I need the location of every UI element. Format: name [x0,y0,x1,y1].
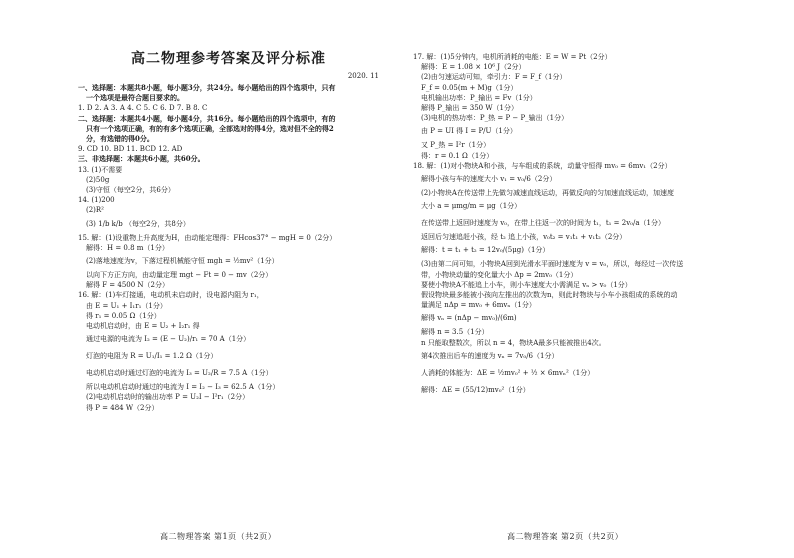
text-line: 13. (1)不需要 [78,165,123,174]
text-line: 要使小物块A不能追上小车，则小车速度大小需满足 vₙ > v₀（1分） [421,280,632,289]
text-line: 人消耗的体能为：ΔE = ½mv₀² + ½ × 6mvₙ²（1分） [421,368,595,377]
page-2-content [413,52,770,399]
text-line: 假设物块最多能被小孩向左推出的次数为n，则此时物块与小车小孩组成的系统的动 [421,291,678,300]
text-line: 17. 解：(1)5分钟内，电机所消耗的电能：E = W = Pt（2分） [413,53,612,61]
text-line: 电动机启动时通过灯泡的电流为 I₃ = U₂/R = 7.5 A（1分） [86,369,273,378]
text-line: (2)小物块A在传送带上先做匀减速直线运动，再做反向的匀加速直线运动，加速度 [421,189,674,198]
page-2-footer: 高二物理答案 第2页（共2页） [507,532,624,541]
text-line: 一、选择题：本题共8小题，每小题3分，共24分。每小题给出的四个选项中，只有 [78,83,336,92]
text-line: 解得：t = t₁ + t₂ = 12v₀/(5μg)（1分） [421,246,550,255]
text-line: 灯泡的电阻为 R = U₁/I₁ = 1.2 Ω（1分） [86,352,218,361]
text-line: 解得：E = 1.08 × 10⁶ J（2分） [421,63,526,72]
text-line: 得：r = 0.1 Ω（1分） [421,151,494,160]
text-line: 由 E = U₁ + I₁r₁（1分） [86,301,167,310]
text-line: 14. (1)200 [78,196,115,205]
text-line: 由 P = UI 得 I = P/U（1分） [421,127,517,136]
text-line: (2)50g [86,175,110,184]
text-line: 18. 解：(1)对小物块A和小孩，与车组成的系统，动量守恒得 mv₀ = 6mv₁（2分） [413,161,672,170]
text-line: 电动机启动时，由 E = U₂ + I₂r₁ 得 [86,322,200,331]
text-line: 二、选择题：本题共4小题，每小题4分，共16分。每小题给出的四个选项中，有的 [78,113,336,123]
text-line: 以向下方正方向，由动量定理 mgt − Ft = 0 − mv（2分） [86,271,273,280]
text-line: 一个选项是最符合题目要求的。 [86,93,184,103]
text-line: 解得 n = 3.5（1分） [421,328,489,337]
text-line: 通过电源的电流为 I₂ = (E − U₂)/r₁ = 70 A（1分） [86,335,251,344]
text-line: 解得 vₙ = (nΔp − mv₀)/(6m) [421,314,517,323]
text-line: 在传送带上返回时速度为 v₀，在带上往返一次的时间为 t₁，t₁ = 2v₀/a（1分） [421,219,665,228]
text-line: F_f = 0.05(m + M)g（1分） [421,83,518,92]
text-line: 所以电动机启动时通过的电流为 I = I₂ − I₃ = 62.5 A（1分） [86,383,280,392]
text-line: (2)由匀速运动可知，牵引力：F = F_f（1分） [421,73,567,82]
text-line: 9. CD 10. BD 11. BCD 12. AD [78,145,183,154]
text-line: 分，有选错的得0分。 [86,134,154,144]
page-1-footer: 高二物理答案 第1页（共2页） [160,532,277,541]
text-line: (3)电机的热功率：P_热 = P − P_输出（1分） [421,114,569,123]
text-line: 第4次推出后车的速度为 vₙ = 7v₀/6（1分） [421,351,559,360]
text-line: 带，小物块动量的变化量大小 Δp = 2mv₀（1分） [421,270,578,279]
text-line: 解得：ΔE = (55/12)mv₀²（1分） [421,385,530,394]
text-line: 大小 a = μmg/m = μg（1分） [421,202,522,211]
text-line: (2)电动机启动时的输出功率 P = U₂I − I²r₁（2分） [86,393,250,402]
text-line: 电机输出功率：P_输出 = Fv（1分） [421,93,537,102]
text-line: 16. 解：(1)车灯接通，电动机未启动时，设电源内阻为 r₁， [78,291,264,300]
text-line: (2)R² [86,206,104,215]
text-line: 得 r₁ = 0.05 Ω（1分） [86,311,161,320]
text-line: 解得 F = 4500 N（2分） [86,281,170,290]
text-line: 解得 P_输出 = 350 W（1分） [421,104,518,113]
text-line: 解得小孩与车的速度大小 v₁ = v₀/6（2分） [421,175,557,184]
text-line: 量满足 nΔp = mv₀ + 6mvₙ（1分） [421,301,536,310]
text-line: 1. D 2. A 3. A 4. C 5. C 6. D 7. B 8. C [78,104,208,113]
text-line: (2)落地速度为v，下落过程机械能守恒 mgh = ½mv²（1分） [86,257,279,266]
document-date: 2020. 11 [347,72,379,80]
text-line: 只有一个选项正确，有的有多个选项正确，全部选对的得4分，选对但不全的得2 [86,123,334,133]
text-line: 解得：H = 0.8 m（1分） [86,243,169,252]
text-line: 返回后匀速追赶小孩，经 t₂ 追上小孩，v₀t₂ = v₁t₁ + v₁t₂（2分） [421,233,627,242]
text-line: (3)守恒（每空2分，共6分） [86,186,175,195]
text-line: 三、非选择题：本题共6小题，共60分。 [78,154,205,164]
text-line: n 只能取整数次，所以 n = 4，物块A最多只能被推出4次。 [421,338,606,347]
text-line: 15. 解：(1)设重物上升高度为H，由动能定理得：FHcos37° − mgH = 0（2分） [78,233,337,242]
text-line: 又 P_热 = I²r（1分） [421,141,491,150]
answer-page-2 [397,0,794,558]
text-line: (3) 1/b k/b （每空2分，共8分） [86,219,190,228]
document-title: 高二物理参考答案及评分标准 [131,51,326,67]
text-line: (3)由第二问可知，小物块A回到光滑水平面时速度为 v = v₀，所以，每经过一次传送 [421,260,684,269]
page-1-content [78,83,379,413]
text-line: 得 P = 484 W（2分） [86,403,159,412]
